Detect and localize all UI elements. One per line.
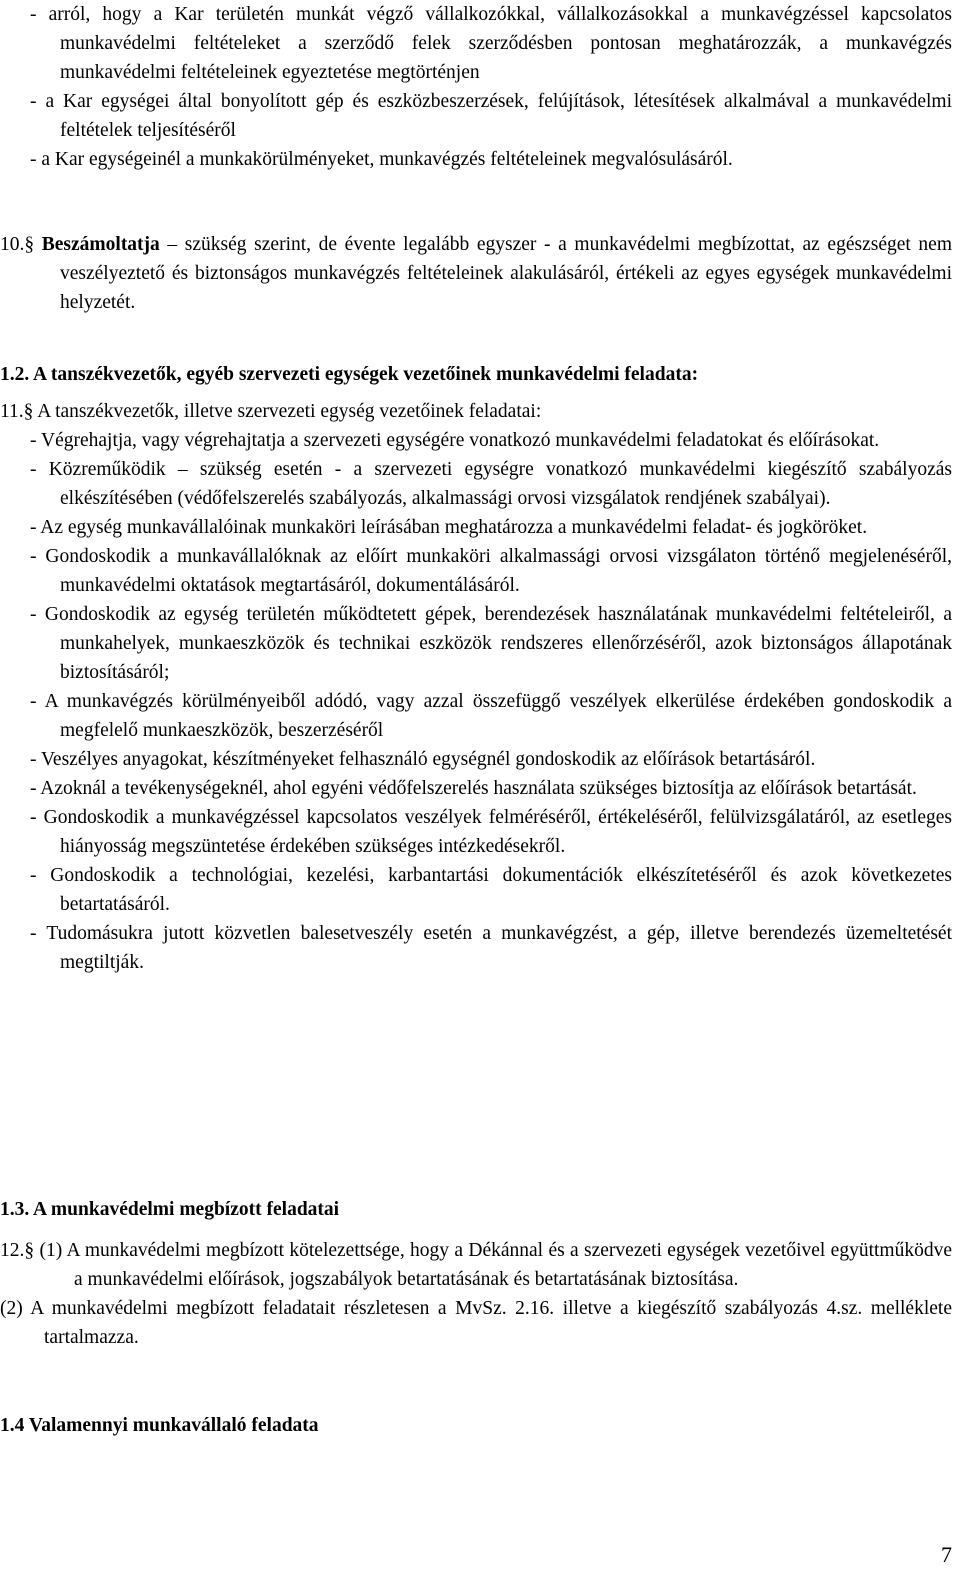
section-11-item: - Közreműködik – szükség esetén - a szervezeti egységre vonatkozó munkavédelmi kiegészítő szabályozás elkészítésében (védőfelszerelés szabályozás, alkalmassági orvosi vizsgálatok rendjének szabályai). (30, 459, 952, 509)
section-11-item: - Gondoskodik az egység területén működtetett gépek, berendezések használatának munkavédelmi feltételeiről, a munkahelyek, munkaeszközök és technikai eszközök rendszeres ellenőrzéséről, azok biztonságos állapotának biztosításáról; (30, 604, 952, 683)
heading-1-2: 1.2. A tanszékvezetők, egyéb szervezeti egységek vezetőinek munkavédelmi feladata: (0, 364, 699, 385)
page-number: 7 (941, 1542, 952, 1567)
intro-item: - a Kar egységeinél a munkakörülményeket, munkavégzés feltételeinek megvalósulásáról. (30, 149, 733, 170)
section-11-item: - Végrehajtja, vagy végrehajtatja a szervezeti egységére vonatkozó munkavédelmi feladatokat és előírásokat. (30, 430, 880, 451)
section-10-paragraph (0, 230, 952, 317)
section-10 (0, 230, 952, 317)
section-11 (0, 397, 952, 977)
intro-item: - a Kar egységei által bonyolított gép és eszközbeszerzések, felújítások, létesítések alkalmával a munkavédelmi feltételek teljesítéséről (30, 91, 952, 141)
section-10-lead: Beszámoltatja (41, 234, 160, 255)
section-11-item: - Gondoskodik a munkavégzéssel kapcsolatos veszélyek felméréséről, értékeléséről, felülvizsgálatáról, az esetleges hiányosság megszüntetése érdekében szükséges intézkedésekről. (30, 807, 952, 857)
section-11-item: - Azoknál a tevékenységeknél, ahol egyéni védőfelszerelés használata szükséges biztosítja az előírások betartását. (30, 778, 917, 799)
section-11-item: - Az egység munkavállalóinak munkaköri leírásában meghatározza a munkavédelmi feladat- és jogköröket. (30, 517, 868, 538)
heading-1-4: 1.4 Valamennyi munkavállaló feladata (0, 1415, 319, 1436)
section-11-item: - Tudomásukra jutott közvetlen balesetveszély esetén a munkavégzést, a gép, illetve berendezés üzemeltetését megtiltják. (30, 923, 952, 973)
section-11-intro: 11.§ A tanszékvezetők, illetve szervezeti egység vezetőinek feladatai: (0, 401, 542, 422)
intro-item: - arról, hogy a Kar területén munkát végző vállalkozókkal, vállalkozásokkal a munkavégzéssel kapcsolatos munkavédelmi feltételeket a szerződő felek szerződésben pontosan meghatározzák, a munkavégzés munkavédelmi feltételeinek egyeztetése megtörténjen (30, 4, 952, 83)
section-11-item: - Gondoskodik a munkavállalóknak az előírt munkaköri alkalmassági orvosi vizsgálaton történő megjelenéséről, munkavédelmi oktatások megtartásáról, dokumentálásáról. (30, 546, 952, 596)
section-12 (0, 1236, 952, 1352)
section-11-item: - Gondoskodik a technológiai, kezelési, karbantartási dokumentációk elkészítetéséről és azok következetes betartatásáról. (30, 865, 952, 915)
intro-list (30, 0, 952, 174)
section-12-p1: 12.§ (1) A munkavédelmi megbízott kötelezettsége, hogy a Dékánnal és a szervezeti egységek vezetőivel együttműködve a munkavédelmi előírások, jogszabályok betartatásának és betartatásának biztosítása. (0, 1240, 952, 1290)
section-number: 10.§ (0, 234, 35, 255)
section-11-item: - Veszélyes anyagokat, készítményeket felhasználó egységnél gondoskodik az előírások betartásáról. (30, 749, 816, 770)
heading-1-3: 1.3. A munkavédelmi megbízott feladatai (0, 1199, 340, 1220)
section-11-item: - A munkavégzés körülményeiből adódó, vagy azzal összefüggő veszélyek elkerülése érdekében gondoskodik a megfelelő munkaeszközök, beszerzéséről (30, 691, 952, 741)
section-10-text: – szükség szerint, de évente legalább egyszer - a munkavédelmi megbízottat, az egészséget nem veszélyeztető és biztonságos munkavégzés feltételeinek alakulásáról, értékeli az egyes egységek munkavédelmi helyzetét. (60, 234, 952, 313)
section-12-p2: (2) A munkavédelmi megbízott feladatait részletesen a MvSz. 2.16. illetve a kiegészítő szabályozás 4.sz. melléklete tartalmazza. (0, 1298, 952, 1348)
